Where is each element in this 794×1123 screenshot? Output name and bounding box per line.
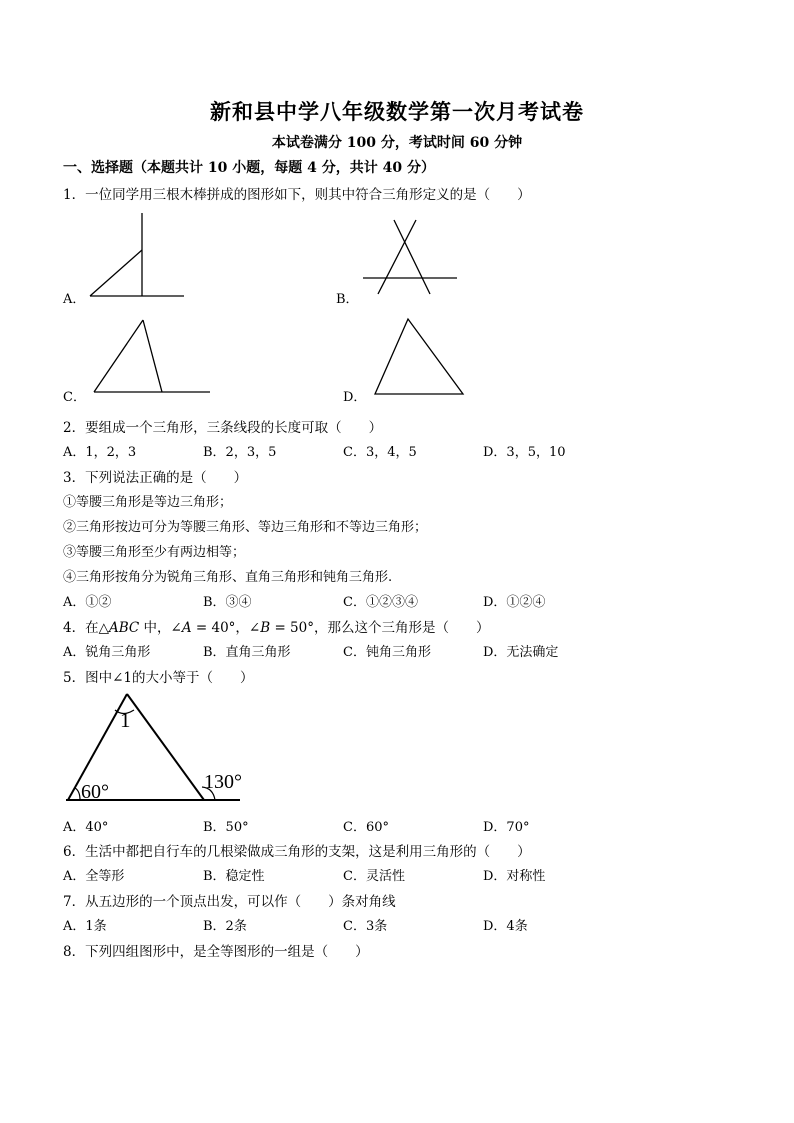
q4-option-d: D．无法确定	[483, 645, 559, 660]
q7-option-a: A．1条	[63, 919, 107, 934]
q4-option-a: A．锐角三角形	[63, 645, 151, 660]
q5-angle-130-label: 130°	[204, 771, 242, 793]
q4-angle-a: A	[181, 620, 192, 636]
q6-option-a: A．全等形	[63, 869, 125, 884]
q3-statement-4: ④三角形按角分为锐角三角形、直角三角形和钝角三角形.	[63, 570, 393, 585]
question-5-stem: 5．图中∠1的大小等于（ ）	[63, 670, 254, 686]
q5-triangle-figure	[63, 690, 243, 805]
q3-option-b: B．③④	[203, 595, 252, 610]
q3-statement-1: ①等腰三角形是等边三角形；	[63, 495, 233, 510]
q1-figure-d	[372, 316, 466, 398]
q1-option-a-label: A．	[63, 292, 86, 307]
question-8-stem: 8．下列四组图形中，是全等图形的一组是（ ）	[63, 944, 369, 960]
q5-option-a: A．40°	[63, 820, 109, 835]
question-3-stem: 3．下列说法正确的是（ ）	[63, 470, 248, 486]
q6-option-c: C．灵活性	[343, 869, 405, 884]
q6-option-b: B．稳定性	[203, 869, 265, 884]
q4-text-mid: 中，∠	[139, 620, 182, 636]
q1-figure-a	[85, 210, 190, 300]
q1-option-d-label: D．	[343, 390, 367, 405]
q4-option-b: B．直角三角形	[203, 645, 291, 660]
exam-info: 本试卷满分 100 分，考试时间 60 分钟	[271, 135, 523, 151]
q3-option-c: C．①②③④	[343, 595, 418, 610]
q1-figure-c	[90, 316, 212, 398]
q5-option-d: D．70°	[483, 820, 530, 835]
q5-option-c: C．60°	[343, 820, 389, 835]
q5-angle-60-label: 60°	[81, 781, 109, 803]
q2-option-d: D．3，5，10	[483, 445, 566, 460]
q2-option-a: A．1，2，3	[63, 445, 137, 460]
q7-option-c: C．3条	[343, 919, 388, 934]
q3-statement-2: ②三角形按边可分为等腰三角形、等边三角形和不等边三角形；	[63, 520, 428, 535]
page-title: 新和县中学八年级数学第一次月考试卷	[210, 99, 584, 124]
q6-option-d: D．对称性	[483, 869, 546, 884]
q4-triangle-name: ABC	[108, 620, 140, 636]
q7-option-b: B．2条	[203, 919, 247, 934]
q1-option-c-label: C．	[63, 390, 86, 405]
question-2-stem: 2．要组成一个三角形，三条线段的长度可取（ ）	[63, 420, 383, 436]
q5-option-b: B．50°	[203, 820, 249, 835]
q2-option-b: B．2，3，5	[203, 445, 277, 460]
q7-option-d: D．4条	[483, 919, 528, 934]
question-6-stem: 6．生活中都把自行车的几根梁做成三角形的支架，这是利用三角形的（ ）	[63, 844, 531, 860]
question-1-stem: 1．一位同学用三根木棒拼成的图形如下，则其中符合三角形定义的是（ ）	[63, 187, 531, 203]
q4-text-eq2: = 50°，那么这个三角形是（ ）	[270, 620, 490, 636]
q3-statement-3: ③等腰三角形至少有两边相等；	[63, 545, 246, 560]
q1-figure-b	[360, 218, 460, 298]
q2-option-c: C．3，4，5	[343, 445, 417, 460]
q4-text-eq1: = 40°，∠	[191, 620, 261, 636]
question-7-stem: 7．从五边形的一个顶点出发，可以作（ ）条对角线	[63, 894, 396, 910]
q4-option-c: C．钝角三角形	[343, 645, 431, 660]
section-heading: 一、选择题（本题共计 10 小题，每题 4 分，共计 40 分）	[63, 160, 435, 176]
question-4-stem	[63, 616, 489, 636]
q4-angle-b: B	[260, 620, 271, 636]
q5-angle-1-label: 1	[120, 708, 131, 732]
q3-option-a: A．①②	[63, 595, 112, 610]
q3-option-d: D．①②④	[483, 595, 546, 610]
q1-option-b-label: B．	[336, 292, 359, 307]
q4-text-prefix: 4．在△	[63, 620, 109, 636]
